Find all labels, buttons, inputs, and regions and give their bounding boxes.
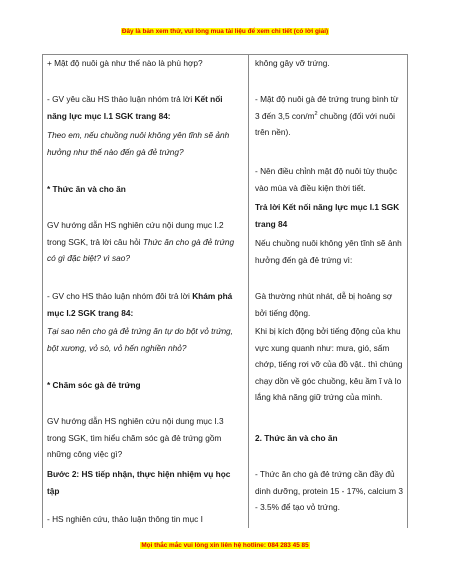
right-heading-answer: Trả lời Kết nối năng lực mục I.1 SGK trang 84 — [255, 202, 400, 229]
left-paragraph-5: - GV cho HS thảo luận nhóm đôi trả lời Khám phá mục I.2 SGK trang 84: — [47, 291, 233, 318]
right-paragraph-6: Khi bị kích động bởi tiếng động của khu vực xung quanh như: mưa, gió, sấm chớp, tiếng rơi vỡ của đồ vật.. thì chúng chạy dồn về góc chuồng, kêu ầm ĩ và lo lắng khả năng giữ trứng của mình. — [255, 326, 403, 403]
left-paragraph-7: GV hướng dẫn HS nghiên cứu nội dung mục I.3 trong SGK, tìm hiểu chăm sóc gà đẻ trứng gồm những công việc gì? — [47, 416, 224, 460]
right-heading-feed: 2. Thức ăn và cho ăn — [255, 433, 338, 443]
left-paragraph-3: Theo em, nếu chuồng nuôi không yên tĩnh sẽ ảnh hưởng như thế nào đến gà đẻ trứng? — [47, 130, 230, 157]
lesson-table — [42, 54, 408, 528]
left-heading-step2: Bước 2: HS tiếp nhận, thực hiện nhiệm vụ học tập — [47, 469, 231, 496]
right-paragraph-3: - Nên điều chỉnh mật độ nuôi tùy thuộc vào mùa và điều kiện thời tiết. — [255, 166, 398, 193]
right-paragraph-5: Gà thường nhút nhát, dễ bị hoảng sợ bởi tiếng động. — [255, 291, 393, 318]
column-divider — [248, 55, 249, 528]
left-heading-feed: * Thức ăn và cho ăn — [47, 184, 126, 194]
right-paragraph-1: không gây vỡ trứng. — [255, 58, 330, 68]
preview-banner — [0, 27, 450, 37]
right-paragraph-2: - Mật độ nuôi gà đẻ trứng trung bình từ 3 đến 3,5 con/$m^2$ chuồng (đối với nuôi trên nền). — [255, 94, 399, 138]
left-paragraph-8: - HS nghiên cứu, thảo luận thông tin mục I — [47, 514, 203, 524]
hotline-banner — [0, 541, 450, 551]
left-paragraph-2: - GV yêu cầu HS thảo luận nhóm trả lời Kết nối năng lực mục I.1 SGK trang 84: — [47, 94, 223, 121]
left-paragraph-4: GV hướng dẫn HS nghiên cứu nội dung mục I.2 trong SGK, trả lời câu hỏi Thức ăn cho gà đẻ trứng có gì đặc biệt? vì sao? — [47, 220, 235, 264]
left-paragraph-1: + Mật độ nuôi gà như thế nào là phù hợp? — [47, 58, 203, 68]
hotline-banner-text: Mọi thắc mắc vui lòng xin liên hệ hotline: 084 283 45 85 — [141, 542, 309, 549]
left-paragraph-6: Tại sao nên cho gà đẻ trứng ăn tự do bột vỏ trứng, bột xương, vỏ sò, vỏ hến nghiền nhỏ? — [47, 326, 233, 353]
right-paragraph-7: - Thức ăn cho gà đẻ trứng cần đầy đủ dinh dưỡng, protein 15 - 17%, calcium 3 - 3.5% để tạo vỏ trứng. — [255, 469, 403, 513]
left-heading-care: * Chăm sóc gà đẻ trứng — [47, 380, 141, 390]
right-paragraph-4: Nếu chuồng nuôi không yên tĩnh sẽ ảnh hưởng đến gà đẻ trứng vì: — [255, 238, 402, 265]
preview-banner-text: Đây là bản xem thử, vui lòng mua tài liệu để xem chi tiết (có lời giải) — [121, 28, 329, 35]
